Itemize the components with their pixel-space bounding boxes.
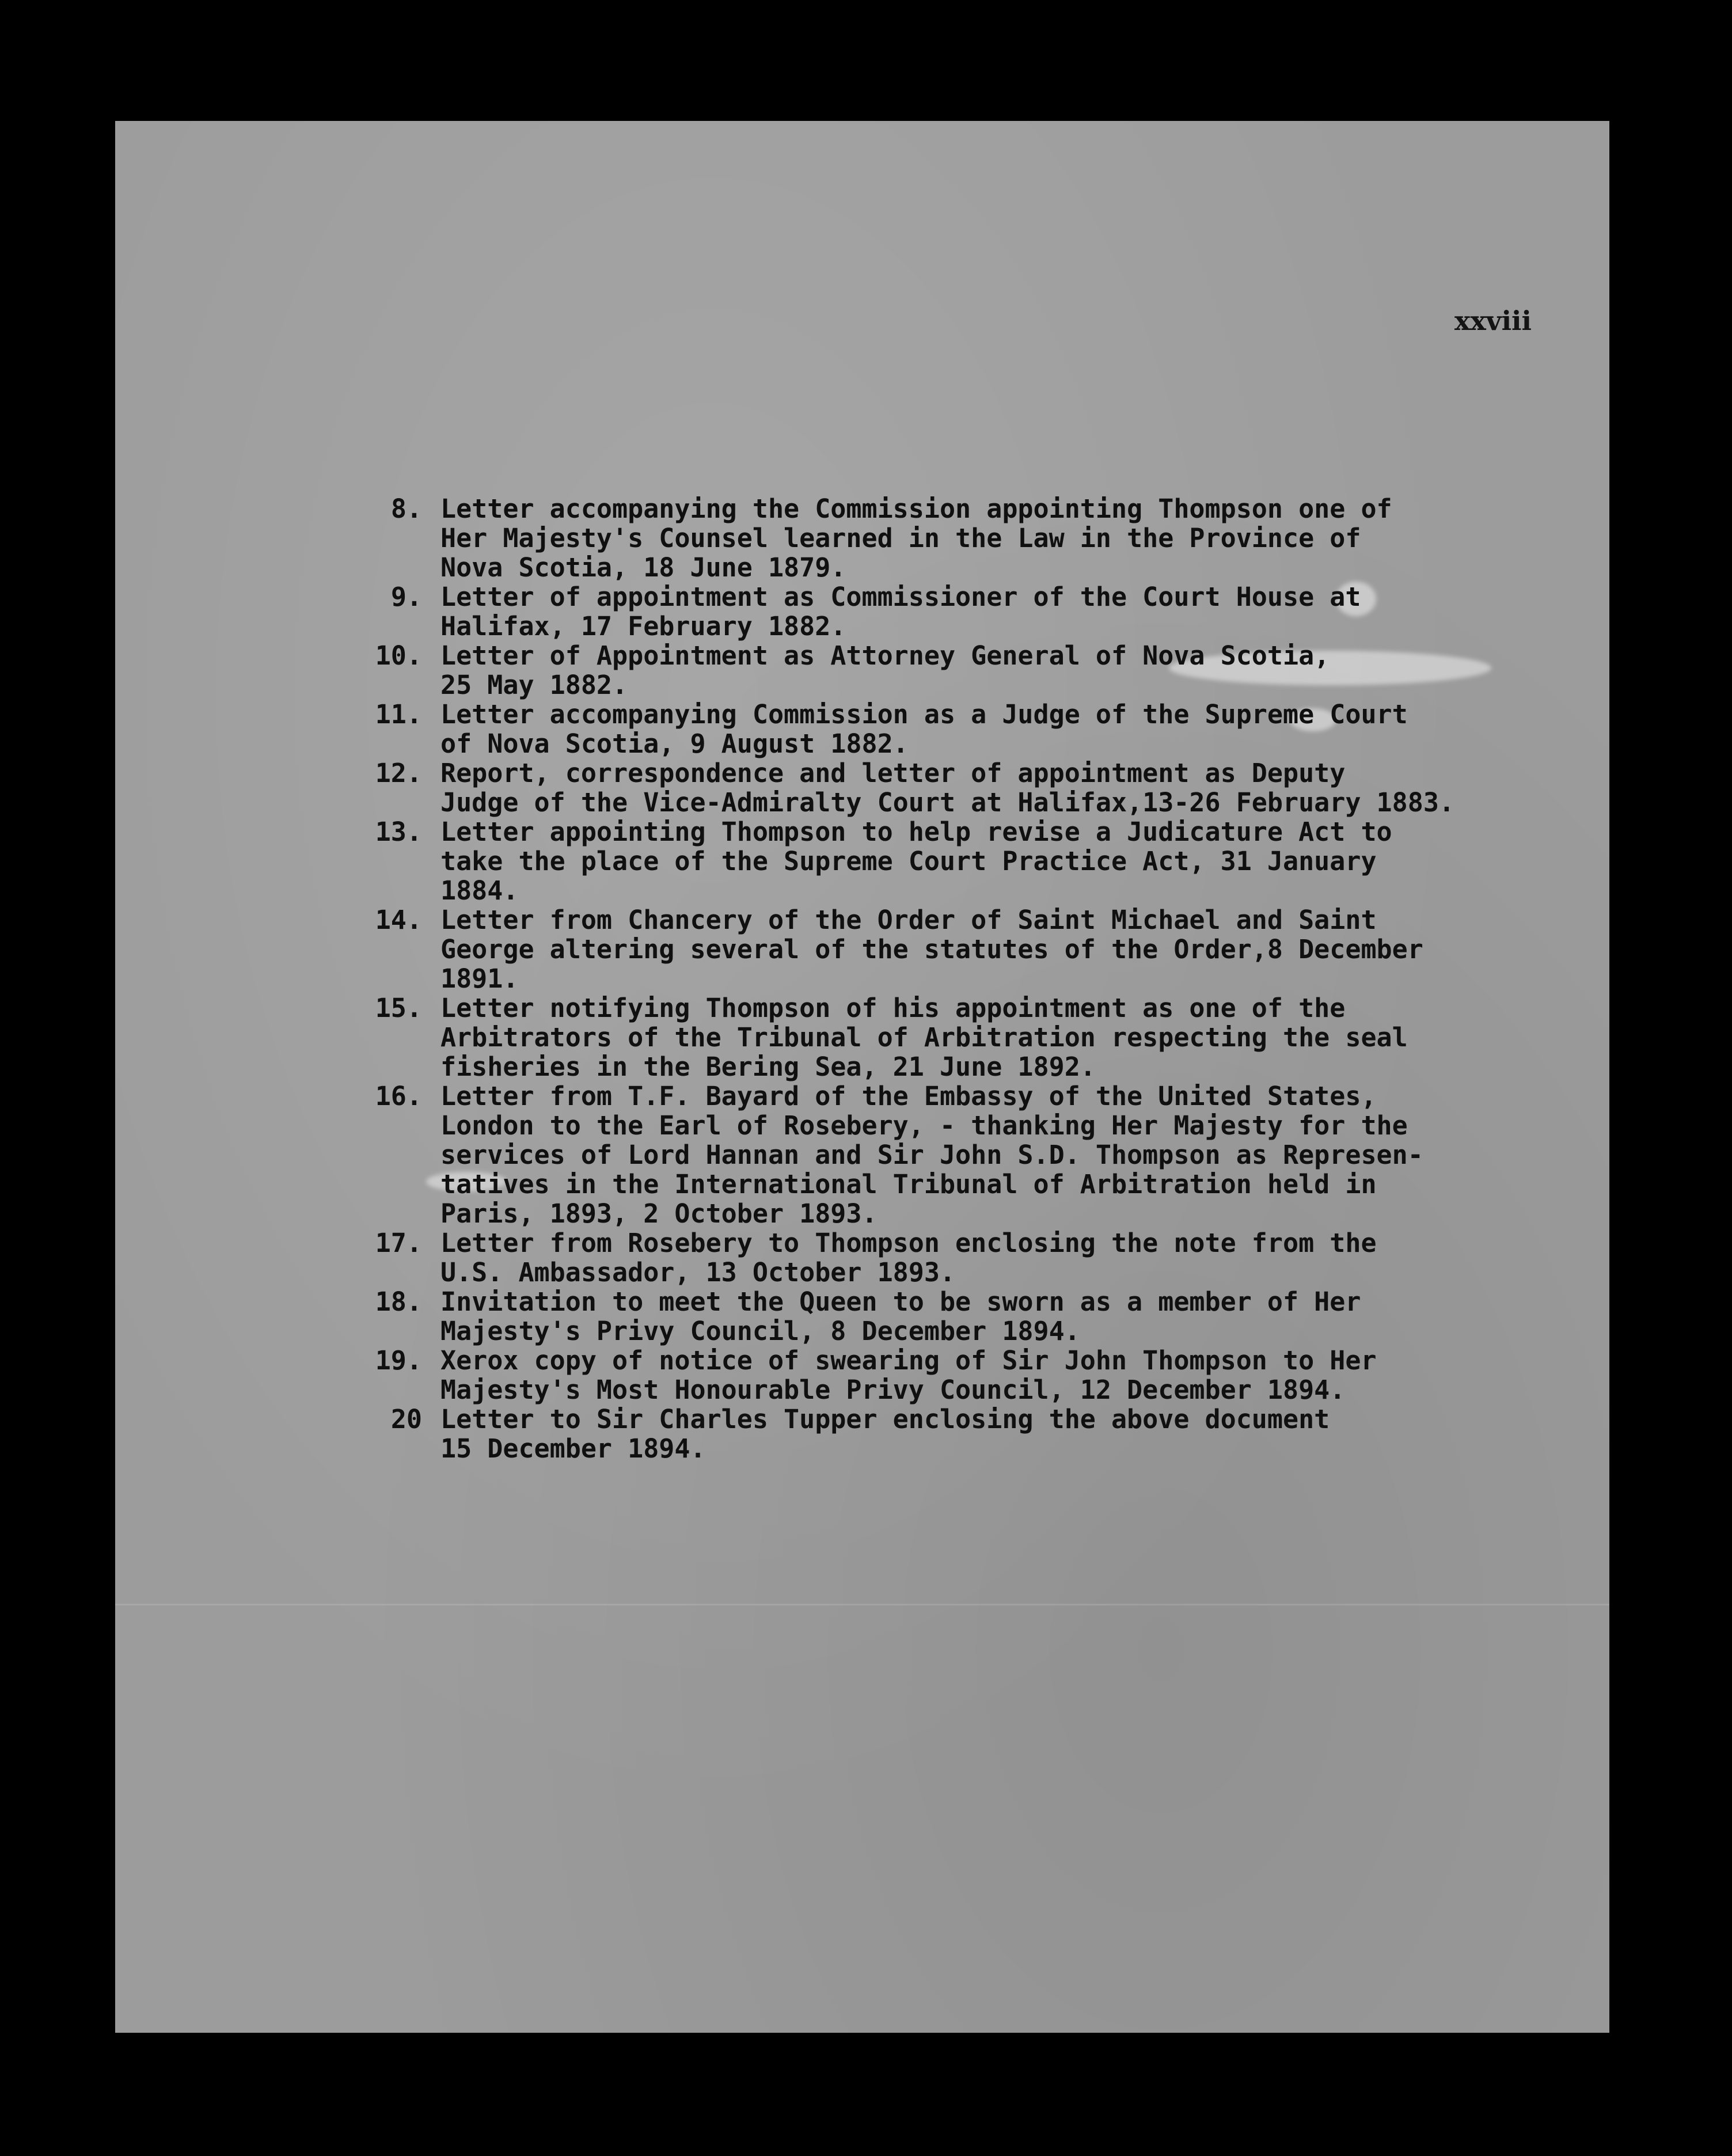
entry-line: services of Lord Hannan and Sir John S.D. Thompson as Represen- bbox=[440, 1140, 1423, 1170]
entry-line: Letter notifying Thompson of his appointment as one of the bbox=[440, 993, 1346, 1023]
entry-line: 1884. bbox=[440, 875, 519, 906]
entry-number: 18. bbox=[375, 1286, 422, 1317]
entry-line: Report, correspondence and letter of appointment as Deputy bbox=[440, 758, 1346, 788]
list-item bbox=[363, 817, 1491, 905]
page-number: xxviii bbox=[1454, 305, 1532, 336]
entry-text bbox=[440, 1405, 1491, 1463]
list-item bbox=[363, 1228, 1491, 1287]
entry-list bbox=[363, 494, 1491, 1463]
list-item bbox=[363, 1346, 1491, 1405]
list-item bbox=[363, 993, 1491, 1081]
entry-line: 1891. bbox=[440, 963, 519, 994]
entry-text bbox=[440, 1287, 1491, 1346]
entry-line: Letter from T.F. Bayard of the Embassy of the United States, bbox=[440, 1081, 1377, 1111]
list-item bbox=[363, 700, 1491, 758]
entry-line: Majesty's Privy Council, 8 December 1894. bbox=[440, 1316, 1080, 1346]
entry-line: fisheries in the Bering Sea, 21 June 1892. bbox=[440, 1052, 1096, 1082]
entry-text bbox=[440, 582, 1491, 641]
entry-text bbox=[440, 993, 1491, 1081]
entry-line: Majesty's Most Honourable Privy Council, 12 December 1894. bbox=[440, 1375, 1346, 1405]
entry-text bbox=[440, 905, 1491, 993]
entry-text bbox=[440, 1228, 1491, 1287]
entry-number: 20 bbox=[390, 1404, 422, 1434]
entry-line: Xerox copy of notice of swearing of Sir John Thompson to Her bbox=[440, 1345, 1377, 1376]
entry-number: 9. bbox=[390, 582, 422, 612]
entry-line: George altering several of the statutes of the Order,8 December bbox=[440, 934, 1423, 965]
entry-line: Her Majesty's Counsel learned in the Law in the Province of bbox=[440, 523, 1361, 553]
fold-line bbox=[115, 1604, 1609, 1605]
document-page bbox=[115, 121, 1609, 2033]
entry-text bbox=[440, 817, 1491, 905]
entry-line: Letter of Appointment as Attorney General of Nova Scotia, bbox=[440, 640, 1330, 671]
entry-line: Paris, 1893, 2 October 1893. bbox=[440, 1198, 878, 1229]
entry-line: 25 May 1882. bbox=[440, 670, 628, 700]
entry-number: 17. bbox=[375, 1228, 422, 1258]
list-item bbox=[363, 905, 1491, 993]
entry-text bbox=[440, 494, 1491, 582]
entry-number: 19. bbox=[375, 1345, 422, 1376]
entry-text bbox=[440, 1081, 1491, 1228]
entry-line: Letter to Sir Charles Tupper enclosing the above document bbox=[440, 1404, 1330, 1434]
entry-text bbox=[440, 758, 1491, 817]
entry-number: 15. bbox=[375, 993, 422, 1023]
entry-line: Letter appointing Thompson to help revise a Judicature Act to bbox=[440, 817, 1392, 847]
list-item bbox=[363, 641, 1491, 700]
entry-line: Letter accompanying the Commission appointing Thompson one of bbox=[440, 494, 1392, 524]
entry-number: 8. bbox=[390, 494, 422, 524]
list-item bbox=[363, 758, 1491, 817]
entry-number: 13. bbox=[375, 817, 422, 847]
entry-line: Letter of appointment as Commissioner of the Court House at bbox=[440, 582, 1361, 612]
list-item bbox=[363, 582, 1491, 641]
list-item bbox=[363, 1081, 1491, 1228]
entry-line: of Nova Scotia, 9 August 1882. bbox=[440, 728, 909, 759]
entry-line: tatives in the International Tribunal of Arbitration held in bbox=[440, 1169, 1377, 1200]
entry-line: Letter accompanying Commission as a Judge of the Supreme Court bbox=[440, 699, 1408, 730]
entry-line: Invitation to meet the Queen to be sworn as a member of Her bbox=[440, 1286, 1361, 1317]
entry-line: take the place of the Supreme Court Practice Act, 31 January bbox=[440, 846, 1377, 876]
entry-text bbox=[440, 641, 1491, 700]
entry-text bbox=[440, 700, 1491, 758]
entry-number: 11. bbox=[375, 699, 422, 730]
entry-text bbox=[440, 1346, 1491, 1405]
entry-line: Letter from Chancery of the Order of Saint Michael and Saint bbox=[440, 905, 1377, 935]
list-item bbox=[363, 1405, 1491, 1463]
entry-line: U.S. Ambassador, 13 October 1893. bbox=[440, 1257, 956, 1288]
entry-line: Judge of the Vice-Admiralty Court at Halifax,13-26 February 1883. bbox=[440, 787, 1454, 818]
entry-number: 12. bbox=[375, 758, 422, 788]
entry-line: Letter from Rosebery to Thompson enclosing the note from the bbox=[440, 1228, 1377, 1258]
entry-line: Nova Scotia, 18 June 1879. bbox=[440, 552, 846, 583]
list-item bbox=[363, 1287, 1491, 1346]
entry-line: London to the Earl of Rosebery, - thanking Her Majesty for the bbox=[440, 1110, 1408, 1141]
entry-line: Arbitrators of the Tribunal of Arbitration respecting the seal bbox=[440, 1022, 1408, 1053]
entry-number: 10. bbox=[375, 640, 422, 671]
entry-number: 16. bbox=[375, 1081, 422, 1111]
list-item bbox=[363, 494, 1491, 582]
entry-line: 15 December 1894. bbox=[440, 1433, 706, 1464]
entry-line: Halifax, 17 February 1882. bbox=[440, 611, 846, 642]
entry-number: 14. bbox=[375, 905, 422, 935]
